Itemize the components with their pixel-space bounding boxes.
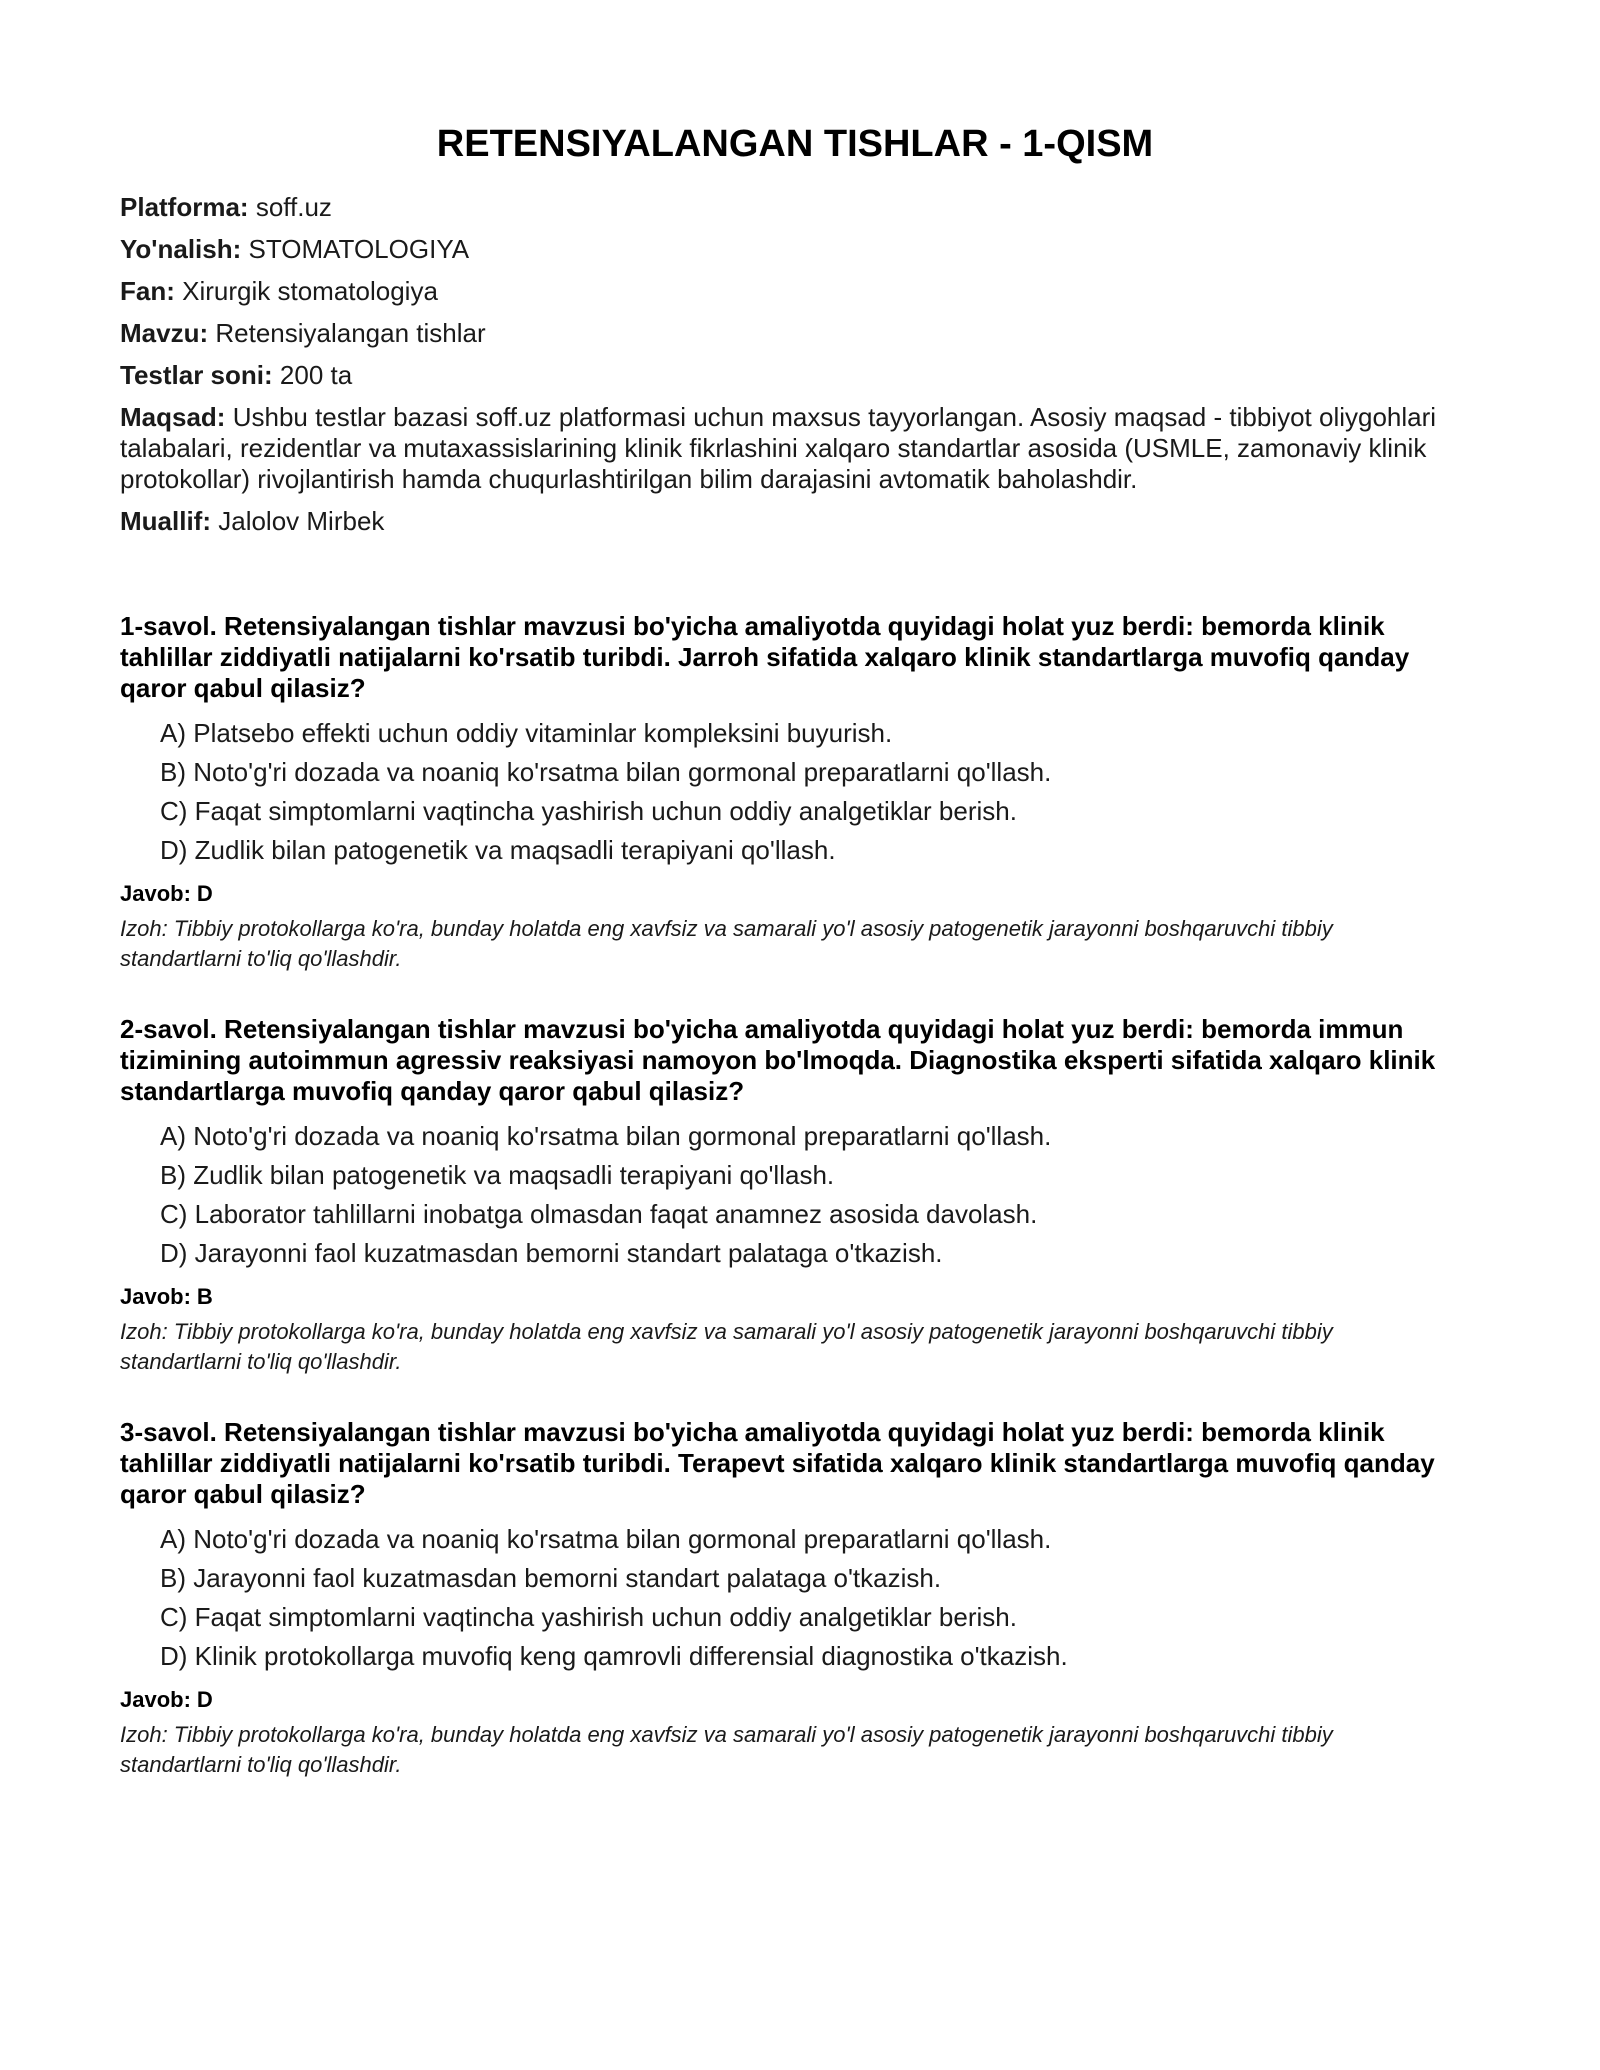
answer-label: Javob: — [120, 1284, 191, 1309]
option-d: D) Zudlik bilan patogenetik va maqsadli terapiyani qo'llash. — [160, 835, 836, 865]
meta-value: Jalolov Mirbek — [218, 506, 385, 536]
answer-value: D — [196, 1687, 213, 1712]
explanation-note: Izoh: Tibbiy protokollarga ko'ra, bunday holatda eng xavfsiz va samarali yo'l asosiy patogenetik jarayonni boshqaruvchi tibbiy standartlarni to'liq qo'llashdir. — [120, 916, 1333, 971]
option-a: A) Noto'g'ri dozada va noaniq ko'rsatma bilan gormonal preparatlarni qo'llash. — [160, 1524, 1052, 1554]
answer-value: B — [196, 1284, 213, 1309]
answer-value: D — [196, 881, 213, 906]
option-list — [120, 718, 1450, 866]
option-c: C) Laborator tahlillarni inobatga olmasdan faqat anamnez asosida davolash. — [160, 1199, 1038, 1229]
answer-label: Javob: — [120, 1687, 191, 1712]
page-title: RETENSIYALANGAN TISHLAR - 1-QISM — [436, 123, 1154, 165]
meta-value: Retensiyalangan tishlar — [215, 318, 486, 348]
option-c: C) Faqat simptomlarni vaqtincha yashirish uchun oddiy analgetiklar berish. — [160, 1602, 1017, 1632]
meta-topic — [120, 318, 1450, 349]
answer-line — [120, 880, 1450, 908]
meta-value: Xirurgik stomatologiya — [182, 276, 438, 306]
meta-value: STOMATOLOGIYA — [248, 234, 470, 264]
meta-value: soff.uz — [255, 192, 332, 222]
meta-key: Yo'nalish: — [120, 234, 242, 264]
answer-line — [120, 1283, 1450, 1311]
meta-key: Mavzu: — [120, 318, 209, 348]
option-a: A) Noto'g'ri dozada va noaniq ko'rsatma bilan gormonal preparatlarni qo'llash. — [160, 1121, 1052, 1151]
option-list — [120, 1524, 1450, 1672]
question-3 — [120, 1417, 1450, 1780]
option-b: B) Zudlik bilan patogenetik va maqsadli terapiyani qo'llash. — [160, 1160, 835, 1190]
explanation-note: Izoh: Tibbiy protokollarga ko'ra, bunday holatda eng xavfsiz va samarali yo'l asosiy patogenetik jarayonni boshqaruvchi tibbiy standartlarni to'liq qo'llashdir. — [120, 1722, 1333, 1777]
question-text: 3-savol. Retensiyalangan tishlar mavzusi bo'yicha amaliyotda quyidagi holat yuz berdi: bemorda klinik tahlillar ziddiyatli natijalarni ko'rsatib turibdi. Terapevt sifatida xalqaro klinik standartlarga muvofiq qanday qaror qabul qilasiz? — [120, 1417, 1435, 1509]
meta-value: Ushbu testlar bazasi soff.uz platformasi uchun maxsus tayyorlangan. Asosiy maqsad - tibbiyot oliygohlari talabalari, rezidentlar va mutaxassislarining klinik fikrlashini xalqaro standartlar asosida (USMLE, zamonaviy klinik protokollar) rivojlantirish hamda chuqurlashtirilgan bilim darajasini avtomatik baholashdir. — [120, 402, 1437, 494]
option-d: D) Klinik protokollarga muvofiq keng qamrovli differensial diagnostika o'tkazish. — [160, 1641, 1068, 1671]
meta-key: Testlar soni: — [120, 360, 273, 390]
option-b: B) Noto'g'ri dozada va noaniq ko'rsatma bilan gormonal preparatlarni qo'llash. — [160, 757, 1052, 787]
meta-author — [120, 506, 1450, 537]
option-a: A) Platsebo effekti uchun oddiy vitaminlar kompleksini buyurish. — [160, 718, 893, 748]
meta-platform — [120, 192, 1450, 223]
option-d: D) Jarayonni faol kuzatmasdan bemorni standart palataga o'tkazish. — [160, 1238, 943, 1268]
document-meta — [120, 192, 1450, 537]
meta-subject — [120, 276, 1450, 307]
option-c: C) Faqat simptomlarni vaqtincha yashirish uchun oddiy analgetiklar berish. — [160, 796, 1017, 826]
answer-label: Javob: — [120, 881, 191, 906]
explanation-note: Izoh: Tibbiy protokollarga ko'ra, bunday holatda eng xavfsiz va samarali yo'l asosiy patogenetik jarayonni boshqaruvchi tibbiy standartlarni to'liq qo'llashdir. — [120, 1319, 1333, 1374]
option-b: B) Jarayonni faol kuzatmasdan bemorni standart palataga o'tkazish. — [160, 1563, 942, 1593]
meta-direction — [120, 234, 1450, 265]
meta-key: Muallif: — [120, 506, 211, 536]
meta-purpose — [120, 402, 1450, 495]
option-list — [120, 1121, 1450, 1269]
question-2 — [120, 1014, 1450, 1377]
meta-key: Platforma: — [120, 192, 249, 222]
meta-key: Maqsad: — [120, 402, 226, 432]
meta-test-count — [120, 360, 1450, 391]
answer-line — [120, 1686, 1450, 1714]
meta-key: Fan: — [120, 276, 175, 306]
question-list — [120, 611, 1450, 1780]
question-text: 1-savol. Retensiyalangan tishlar mavzusi bo'yicha amaliyotda quyidagi holat yuz berdi: bemorda klinik tahlillar ziddiyatli natijalarni ko'rsatib turibdi. Jarroh sifatida xalqaro klinik standartlarga muvofiq qanday qaror qabul qilasiz? — [120, 611, 1410, 703]
meta-value: 200 ta — [279, 360, 353, 390]
document-page — [120, 118, 1450, 1820]
question-text: 2-savol. Retensiyalangan tishlar mavzusi bo'yicha amaliyotda quyidagi holat yuz berdi: bemorda immun tizimining autoimmun agressiv reaksiyasi namoyon bo'lmoqda. Diagnostika eksperti sifatida xalqaro klinik standartlarga muvofiq qanday qaror qabul qilasiz? — [120, 1014, 1436, 1106]
question-1 — [120, 611, 1450, 974]
